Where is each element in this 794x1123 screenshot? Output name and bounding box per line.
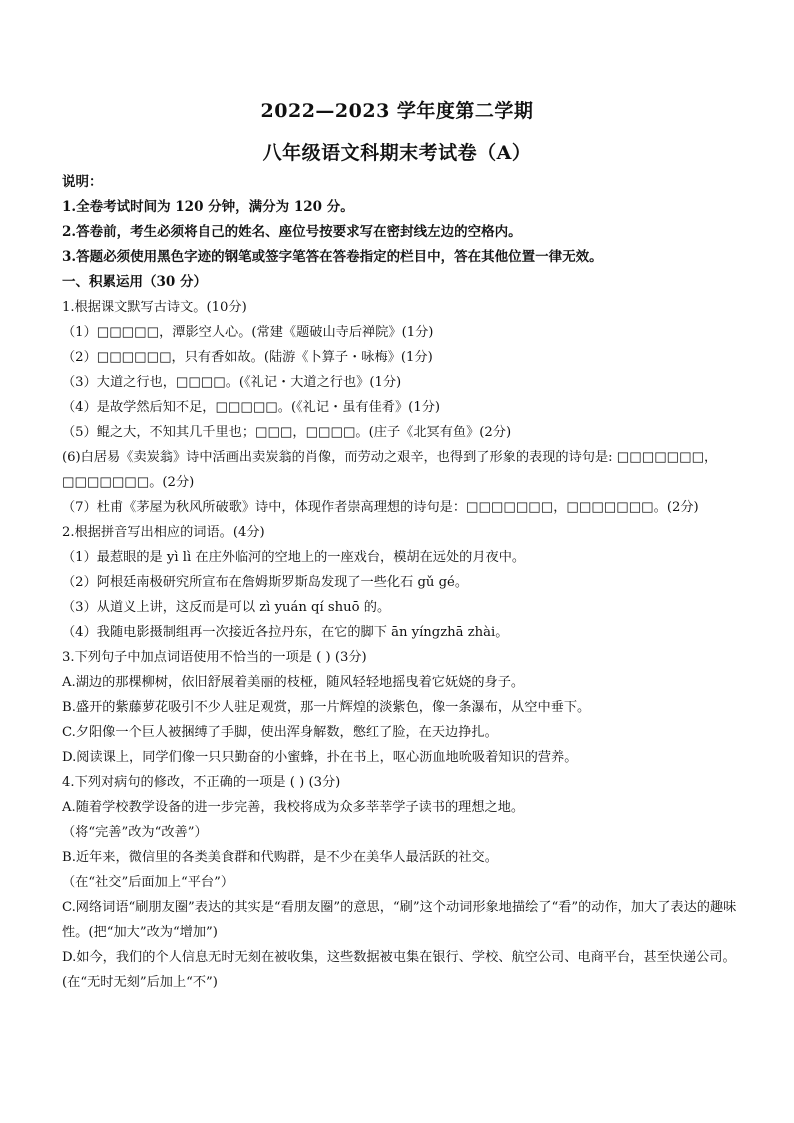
option-item: C.网络词语“刷朋友圈”表达的其实是“看朋友圈”的意思，“刷”这个动词形象地描绘了“看”的动作，加大了表达的趣味性。(把“加大”改为“增加”) [62,900,737,940]
question-item: （1）□□□□□，潭影空人心。(常建《题破山寺后禅院》(1分) [62,325,434,340]
question-item: （4）我随电影摄制组再一次接近各拉丹东，在它的脚下 ān yíngzhā zhài。 [62,625,509,640]
instruction-item: 3.答题必须使用黑色字迹的钢笔或签字笔答在答卷指定的栏目中，答在其他位置一律无效。 [62,249,603,265]
question-stem: 2.根据拼音写出相应的词语。(4分) [62,525,265,540]
option-item: A.湖边的那棵柳树，依旧舒展着美丽的枝桠，随风轻轻地摇曳着它妩娆的身子。 [62,675,525,690]
question-item: （2）阿根廷南极研究所宣布在詹姆斯罗斯岛发现了一些化石 gǔ gé。 [62,575,469,590]
exam-title-term: 2022—2023 学年度第二学期 [260,100,534,122]
question-item: （1）最惹眼的是 yì lì 在庄外临河的空地上的一座戏台，模胡在远处的月夜中。 [62,550,526,565]
exam-title-name: 八年级语文科期末考试卷（A） [262,142,532,164]
option-note: （在“社交”后面加上“平台”） [62,875,235,890]
section-heading: 一、积累运用（30 分） [62,274,207,290]
question-item: (6)白居易《卖炭翁》诗中活画出卖炭翁的肖像，而劳动之艰辛，也得到了形象的表现的诗句是: □□□□□□□，□□□□□□□。(2分) [62,450,718,490]
question-item: （4）是故学然后知不足，□□□□□。(《礼记・虽有佳肴》(1分) [62,400,441,415]
option-note: （将“完善”改为“改善”） [62,825,208,840]
question-item: （2）□□□□□□，只有香如故。(陆游《卜算子・咏梅》(1分) [62,350,433,365]
question-stem: 4.下列对病句的修改，不正确的一项是 ( ) (3分) [62,775,341,790]
exam-content [62,170,752,995]
instruction-item: 1.全卷考试时间为 120 分钟，满分为 120 分。 [62,199,354,215]
question-stem: 1.根据课文默写古诗文。(10分) [62,300,247,315]
option-item: B.近年来，微信里的各类美食群和代购群，是不少在美华人最活跃的社交。 [62,850,498,865]
option-item: D.阅读课上，同学们像一只只勤奋的小蜜蜂，扑在书上，呕心沥血地吮吸着知识的营养。 [62,750,578,765]
question-item: （3）从道义上讲，这反而是可以 zì yuán qí shuō 的。 [62,600,391,615]
instruction-item: 2.答卷前，考生必须将自己的姓名、座位号按要求写在密封线左边的空格内。 [62,224,522,240]
option-item: C.夕阳像一个巨人被捆缚了手脚，使出浑身解数，憋红了脸，在天边挣扎。 [62,725,498,740]
question-item: （7）杜甫《茅屋为秋风所破歌》诗中，体现作者崇高理想的诗句是：□□□□□□□，□□□□□□□。(2分) [62,500,699,515]
option-item: A.随着学校教学设备的进一步完善，我校将成为众多莘莘学子读书的理想之地。 [62,800,525,815]
option-item: B.盛开的紫藤萝花吸引不少人驻足观赏，那一片辉煌的淡紫色，像一条瀑布，从空中垂下。 [62,700,591,715]
question-item: （5）鲲之大，不知其几千里也；□□□，□□□□。(庄子《北冥有鱼》(2分) [62,425,512,440]
question-stem: 3.下列句子中加点词语使用不恰当的一项是 ( ) (3分) [62,650,367,665]
question-item: （3）大道之行也，□□□□。(《礼记・大道之行也》(1分) [62,375,402,390]
option-item: D.如今，我们的个人信息无时无刻在被收集，这些数据被屯集在银行、学校、航空公司、电商平台，甚至快递公司。(在“无时无刻”后加上“不”) [62,950,736,990]
instructions-label: 说明： [62,174,103,190]
